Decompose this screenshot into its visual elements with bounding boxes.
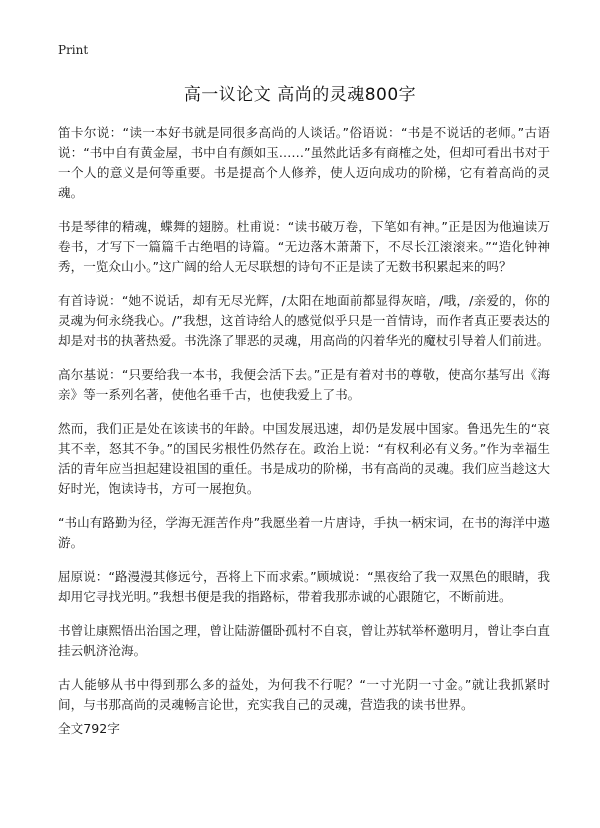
paragraph-3: 有首诗说：“她不说话，却有无尽光辉，/太阳在地面前都显得灰暗，/哦，/亲爱的，你的灵魂为何永绕我心。/”我想，这首诗给人的感觉似乎只是一首情诗，而作者真正要表达的却是对书的执著热爱。书洗涤了罪恶的灵魂，用高尚的闪着华光的魔杖引导着人们前进。 xyxy=(58,293,550,348)
print-link[interactable]: Print xyxy=(58,43,89,57)
paragraph-8: 书曾让康熙悟出治国之理，曾让陆游僵卧孤村不自哀，曾让苏轼举杯邀明月，曾让李白直挂云帆济沧海。 xyxy=(58,623,550,658)
paragraph-5: 然而，我们正是处在该读书的年龄。中国发展迅速，却仍是发展中国家。鲁迅先生的“哀其不幸，怒其不争。”的国民劣根性仍然存在。政治上说：“有权利必有义务。”作为幸福生活的青年应当担起建设祖国的重任。书是成功的阶梯，书有高尚的灵魂。我们应当趁这大好时光，饱读诗书，方可一展抱负。 xyxy=(58,421,550,496)
paragraph-9: 古人能够从书中得到那么多的益处，为何我不行呢？“一寸光阴一寸金。”就让我抓紧时间，与书那高尚的灵魂畅言论世，充实我自己的灵魂，营造我的读书世界。 xyxy=(58,677,550,712)
paragraph-2: 书是琴律的精魂，蝶舞的翅膀。杜甫说：“读书破万卷，下笔如有神。”正是因为他遍读万卷书，才写下一篇篇千古绝唱的诗篇。“无边落木萧萧下，不尽长江滚滚来。”“造化钟神秀，一览众山小。”这广阔的给人无尽联想的诗句不正是读了无数书积累起来的吗？ xyxy=(58,219,550,274)
paragraph-6: “书山有路勤为径，学海无涯苦作舟”我愿坐着一片唐诗，手执一柄宋词，在书的海洋中遨游。 xyxy=(58,515,550,550)
paragraph-1: 笛卡尔说：“读一本好书就是同很多高尚的人谈话。”俗语说：“书是不说话的老师。”古语说：“书中自有黄金屋，书中自有颜如玉……”虽然此话多有商榷之处，但却可看出书对于一个人的意义是何等重要。书是提高个人修养，使人迈向成功的阶梯，它有着高尚的灵魂。 xyxy=(58,125,550,200)
paragraph-4: 高尔基说：“只要给我一本书，我便会活下去。”正是有着对书的尊敬，使高尔基写出《海亲》等一系列名著，使他名垂千古，也使我爱上了书。 xyxy=(58,367,550,402)
paragraph-7: 屈原说：“路漫漫其修远兮，吾将上下而求索。”顾城说：“黑夜给了我一双黑色的眼睛，我却用它寻找光明。”我想书便是我的指路标，带着我那赤诚的心跟随它，不断前进。 xyxy=(58,569,550,604)
page-title: 高一议论文 高尚的灵魂800字 xyxy=(183,85,417,105)
article-body xyxy=(58,123,550,729)
word-count: 全文792字 xyxy=(58,721,120,736)
